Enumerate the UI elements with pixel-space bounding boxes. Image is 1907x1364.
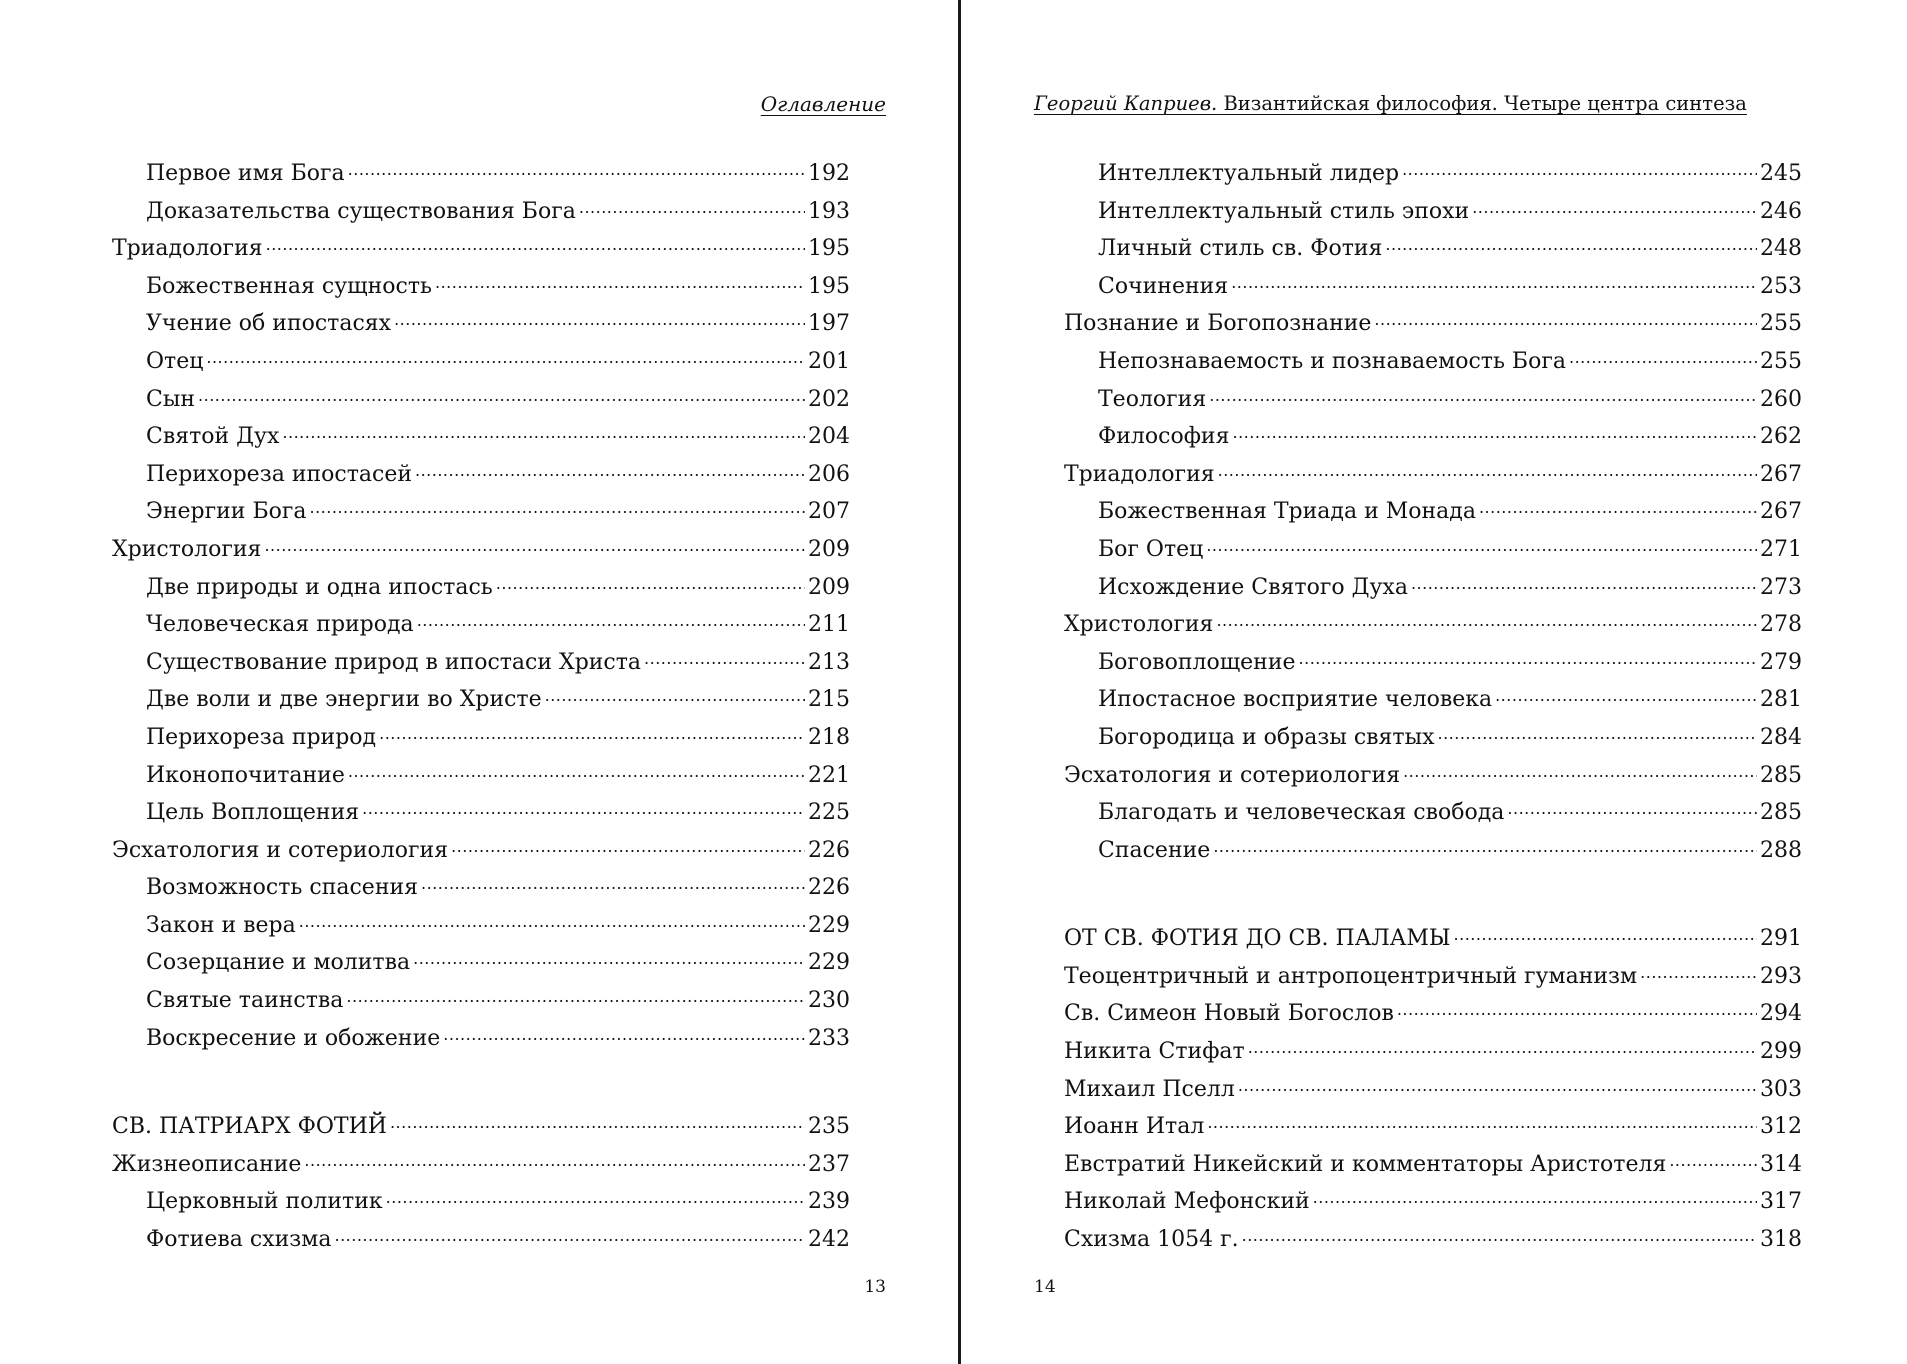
dot-leader [1569,346,1757,368]
toc-entry[interactable] [1064,1071,1802,1109]
dot-leader [413,947,805,969]
dot-leader [362,797,805,819]
running-head-left: Оглавление [760,92,886,116]
toc-entry-page: 248 [1760,236,1802,262]
toc-entry[interactable] [112,944,850,982]
toc-entry[interactable] [112,1146,850,1184]
dot-leader [266,233,805,255]
toc-entry-title: Энергии Бога [146,499,307,525]
toc-entry-title: Иоанн Итал [1064,1114,1205,1140]
toc-entry-title: Богородица и образы святых [1098,724,1435,750]
toc-entry-page: 314 [1760,1151,1802,1177]
dot-leader [1232,421,1757,443]
toc-entry[interactable] [1064,1146,1802,1184]
toc-entry[interactable] [112,418,850,456]
toc-entry[interactable] [1064,268,1802,306]
toc-entry[interactable] [112,1221,850,1259]
toc-entry-page: 233 [808,1025,850,1051]
toc-entry-page: 267 [1760,499,1802,525]
toc-entry[interactable] [112,681,850,719]
toc-entry[interactable] [1064,995,1802,1033]
dot-leader [1209,384,1757,406]
toc-entry-page: 201 [808,348,850,374]
toc-entry[interactable] [112,493,850,531]
toc-entry-title: Ипостасное восприятие человека [1098,687,1493,713]
toc-entry-title: Схизма 1054 г. [1064,1227,1239,1253]
dot-leader [1207,1111,1757,1133]
toc-entry-page: 273 [1760,574,1802,600]
page-number-right: 14 [1034,1277,1056,1297]
section-spacer [1064,869,1802,920]
dot-leader [496,572,805,594]
dot-leader [415,459,805,481]
toc-entry[interactable] [112,531,850,569]
toc-entry[interactable] [112,193,850,231]
toc-entry[interactable] [1064,381,1802,419]
dot-leader [346,985,805,1007]
toc-entry-page: 209 [808,574,850,600]
toc-entry-page: 206 [808,461,850,487]
toc-entry[interactable] [1064,719,1802,757]
toc-entry-page: 279 [1760,649,1802,675]
toc-entry-page: 291 [1760,926,1802,952]
toc-entry[interactable] [1064,230,1802,268]
dot-leader [198,384,805,406]
toc-entry-title: Интеллектуальный стиль эпохи [1098,198,1470,224]
toc-entry-page: 255 [1760,311,1802,337]
toc-entry-title: Закон и вера [146,912,296,938]
toc-entry[interactable] [112,305,850,343]
toc-entry-page: 195 [808,273,850,299]
toc-entry-title: Эсхатология и сотериология [1064,762,1401,788]
toc-entry-title: Две природы и одна ипостась [146,574,493,600]
toc-entry-title: Боговоплощение [1098,649,1296,675]
toc-entry-title: Воскресение и обожение [146,1025,441,1051]
toc-entry-title: Фотиева схизма [146,1227,332,1253]
toc-right [1064,155,1802,1259]
toc-entry-page: 225 [808,800,850,826]
toc-entry[interactable] [1064,305,1802,343]
toc-entry-page: 260 [1760,386,1802,412]
dot-leader [1403,760,1757,782]
toc-entry-page: 221 [808,762,850,788]
toc-entry-title: Божественная сущность [146,273,432,299]
toc-entry-page: 246 [1760,198,1802,224]
dot-leader [1299,647,1757,669]
toc-entry-title: Философия [1098,424,1230,450]
toc-entry-page: 271 [1760,536,1802,562]
dot-leader [1218,459,1757,481]
toc-entry-title: Божественная Триада и Монада [1098,499,1476,525]
running-head-right [1034,92,1747,116]
toc-entry-title: Церковный политик [146,1189,383,1215]
toc-entry-page: 288 [1760,837,1802,863]
toc-entry-page: 267 [1760,461,1802,487]
dot-leader [579,196,805,218]
toc-entry[interactable] [112,569,850,607]
toc-entry-page: 226 [808,875,850,901]
running-head-author: Георгий Каприев. [1034,92,1218,115]
toc-entry-title: Евстратий Никейский и комментаторы Аристотеля [1064,1151,1667,1177]
toc-entry-page: 299 [1760,1039,1802,1065]
toc-entry[interactable] [112,1183,850,1221]
dot-leader [1669,1149,1757,1171]
toc-entry-title: Созерцание и молитва [146,950,411,976]
toc-entry-title: ОТ СВ. ФОТИЯ ДО СВ. ПАЛАМЫ [1064,926,1451,952]
dot-leader [1213,835,1757,857]
toc-entry[interactable] [1064,1221,1802,1259]
dot-leader [644,647,805,669]
dot-leader [435,271,805,293]
toc-entry[interactable] [112,982,850,1020]
toc-entry-page: 226 [808,837,850,863]
dot-leader [1216,609,1757,631]
toc-entry-page: 239 [808,1189,850,1215]
toc-entry-title: Триадология [112,236,263,262]
toc-entry-title: Жизнеописание [112,1151,302,1177]
toc-entry-page: 209 [808,536,850,562]
dot-leader [1507,797,1757,819]
toc-entry-title: Человеческая природа [146,612,414,638]
toc-entry-page: 285 [1760,762,1802,788]
toc-entry-page: 193 [808,198,850,224]
toc-entry[interactable] [1064,757,1802,795]
toc-entry[interactable] [112,719,850,757]
dot-leader [421,872,805,894]
toc-entry[interactable] [1064,1033,1802,1071]
section-spacer [112,1057,850,1108]
dot-leader [1313,1186,1757,1208]
toc-entry-page: 318 [1760,1227,1802,1253]
toc-entry-title: Св. Симеон Новый Богослов [1064,1001,1394,1027]
toc-entry-page: 281 [1760,687,1802,713]
toc-entry-title: Михаил Пселл [1064,1076,1235,1102]
toc-entry-page: 195 [808,236,850,262]
dot-leader [1454,923,1757,945]
toc-entry-page: 317 [1760,1189,1802,1215]
toc-entry[interactable] [1064,681,1802,719]
toc-entry[interactable] [112,456,850,494]
toc-entry-page: 242 [808,1227,850,1253]
toc-entry-title: Святой Дух [146,424,280,450]
toc-entry-title: Христология [112,536,262,562]
toc-entry[interactable] [112,794,850,832]
toc-entry[interactable] [1064,1183,1802,1221]
toc-entry-title: СВ. ПАТРИАРХ ФОТИЙ [112,1114,387,1140]
toc-entry[interactable] [1064,794,1802,832]
dot-leader [264,534,805,556]
dot-leader [1640,961,1757,983]
dot-leader [1248,1036,1757,1058]
toc-entry-title: Сын [146,386,196,412]
dot-leader [1402,158,1757,180]
toc-entry-title: Перихореза ипостасей [146,461,412,487]
toc-entry-title: Существование природ в ипостаси Христа [146,649,642,675]
toc-entry[interactable] [1064,531,1802,569]
toc-entry-page: 303 [1760,1076,1802,1102]
toc-entry[interactable] [112,907,850,945]
toc-entry[interactable] [1064,155,1802,193]
toc-entry-page: 312 [1760,1114,1802,1140]
dot-leader [299,910,805,932]
toc-entry-page: 204 [808,424,850,450]
toc-entry[interactable] [1064,456,1802,494]
toc-entry[interactable] [1064,1108,1802,1146]
dot-leader [1206,534,1757,556]
toc-entry-title: Сочинения [1098,273,1229,299]
dot-leader [334,1224,805,1246]
toc-entry-title: Святые таинства [146,988,344,1014]
toc-entry-title: Никита Стифат [1064,1039,1245,1065]
toc-entry[interactable] [112,1020,850,1058]
right-page [962,0,1907,1364]
toc-entry[interactable] [112,757,850,795]
toc-entry[interactable] [1064,958,1802,996]
toc-entry[interactable] [112,869,850,907]
toc-entry-title: Возможность спасения [146,875,419,901]
toc-entry-title: Познание и Богопознание [1064,311,1372,337]
dot-leader [310,496,806,518]
page-number-left: 13 [864,1277,886,1297]
dot-leader [1479,496,1757,518]
toc-entry[interactable] [1064,606,1802,644]
toc-entry-title: Теология [1098,386,1207,412]
toc-entry[interactable] [112,381,850,419]
dot-leader [1242,1224,1757,1246]
toc-entry-title: Учение об ипостасях [146,311,392,337]
toc-entry-page: 293 [1760,963,1802,989]
toc-entry[interactable] [1064,343,1802,381]
toc-entry[interactable] [112,268,850,306]
toc-entry-page: 255 [1760,348,1802,374]
dot-leader [206,346,805,368]
toc-entry-page: 213 [808,649,850,675]
toc-entry[interactable] [1064,193,1802,231]
toc-entry-page: 207 [808,499,850,525]
dot-leader [1495,684,1757,706]
dot-leader [390,1111,805,1133]
toc-entry-page: 284 [1760,724,1802,750]
toc-entry-title: Первое имя Бога [146,161,345,186]
toc-entry-title: Личный стиль св. Фотия [1098,236,1383,262]
toc-entry-title: Интеллектуальный лидер [1098,161,1400,186]
toc-entry-page: 237 [808,1151,850,1177]
toc-entry-title: Христология [1064,612,1214,638]
toc-entry[interactable] [112,832,850,870]
dot-leader [417,609,805,631]
toc-entry-title: Цель Воплощения [146,800,360,826]
running-head-title: Византийская философия. Четыре центра синтеза [1223,92,1747,115]
toc-entry-title: Доказательства существования Бога [146,198,576,224]
toc-entry[interactable] [112,155,850,193]
dot-leader [1411,572,1757,594]
toc-entry-title: Иконопочитание [146,762,345,788]
toc-entry-page: 229 [808,912,850,938]
toc-entry-title: Исхождение Святого Духа [1098,574,1408,600]
dot-leader [348,760,805,782]
toc-entry-title: Теоцентричный и антропоцентричный гуманизм [1064,963,1638,989]
toc-entry-title: Триадология [1064,461,1215,487]
toc-entry-page: 230 [808,988,850,1014]
toc-entry-page: 278 [1760,612,1802,638]
toc-entry-page: 285 [1760,800,1802,826]
dot-leader [545,684,805,706]
toc-entry[interactable] [112,1108,850,1146]
toc-entry[interactable] [1064,493,1802,531]
toc-entry[interactable] [112,230,850,268]
dot-leader [1231,271,1757,293]
dot-leader [1385,233,1757,255]
toc-entry[interactable] [1064,418,1802,456]
toc-entry-title: Бог Отец [1098,536,1204,562]
toc-entry[interactable] [1064,920,1802,958]
toc-entry[interactable] [112,644,850,682]
toc-entry-title: Две воли и две энергии во Христе [146,687,542,713]
dot-leader [379,722,805,744]
dot-leader [1397,998,1757,1020]
toc-entry[interactable] [1064,644,1802,682]
dot-leader [1238,1074,1757,1096]
toc-entry-page: 294 [1760,1001,1802,1027]
toc-entry-page: 245 [1760,161,1802,186]
toc-entry-page: 253 [1760,273,1802,299]
toc-entry[interactable] [112,606,850,644]
toc-entry-page: 235 [808,1114,850,1140]
toc-entry-page: 215 [808,687,850,713]
dot-leader [282,421,805,443]
toc-entry-title: Спасение [1098,837,1211,863]
toc-entry-title: Эсхатология и сотериология [112,837,449,863]
toc-entry-title: Перихореза природ [146,724,377,750]
dot-leader [304,1149,805,1171]
dot-leader [348,158,805,180]
toc-entry[interactable] [1064,569,1802,607]
toc-entry-title: Отец [146,348,204,374]
dot-leader [1438,722,1758,744]
toc-entry-page: 218 [808,724,850,750]
dot-leader [386,1186,805,1208]
dot-leader [451,835,805,857]
toc-entry[interactable] [112,343,850,381]
dot-leader [1374,308,1757,330]
dot-leader [394,308,805,330]
toc-entry-page: 192 [808,161,850,186]
toc-entry-page: 262 [1760,424,1802,450]
toc-entry-page: 197 [808,311,850,337]
dot-leader [443,1023,805,1045]
toc-entry-title: Николай Мефонский [1064,1189,1310,1215]
dot-leader [1472,196,1757,218]
book-gutter [958,0,961,1364]
toc-entry-page: 202 [808,386,850,412]
toc-entry-page: 211 [808,612,850,638]
toc-entry-page: 229 [808,950,850,976]
toc-left [112,155,850,1259]
toc-entry-title: Благодать и человеческая свобода [1098,800,1505,826]
toc-entry[interactable] [1064,832,1802,870]
toc-entry-title: Непознаваемость и познаваемость Бога [1098,348,1566,374]
